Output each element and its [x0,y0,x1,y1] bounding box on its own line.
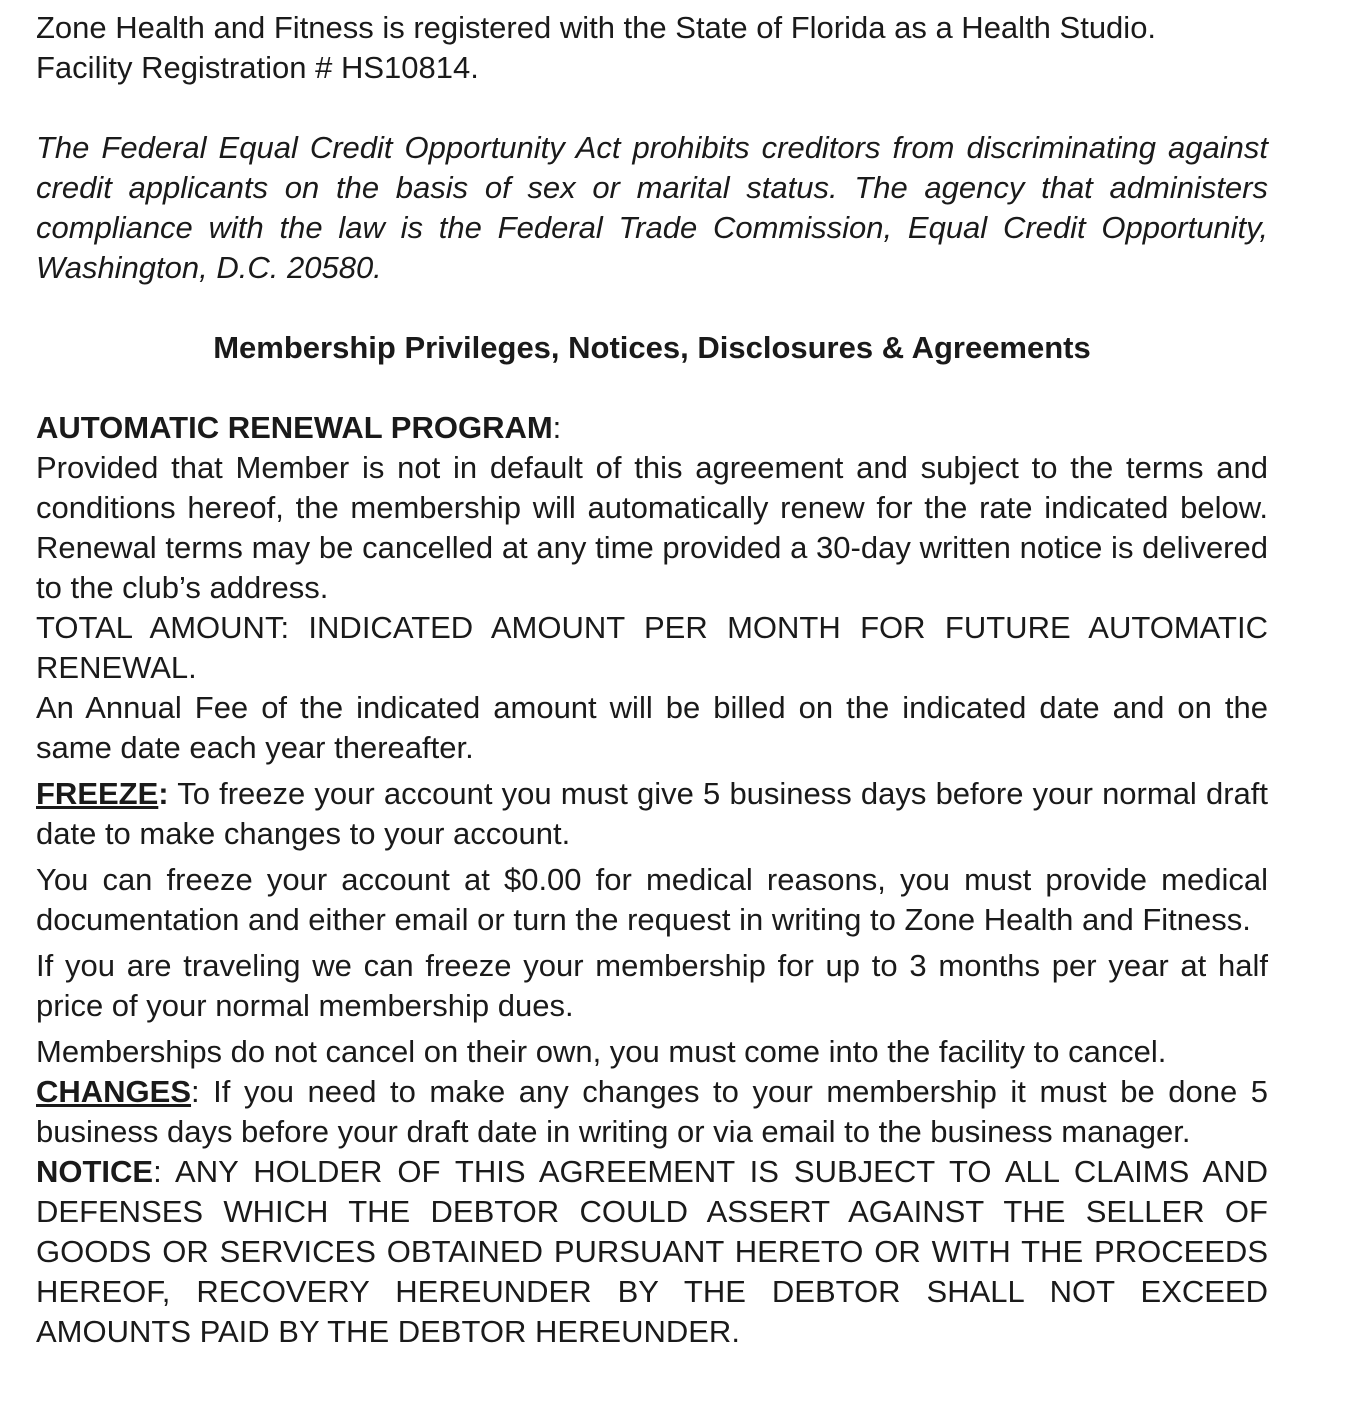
freeze-cancel: Memberships do not cancel on their own, you must come into the facility to cancel. [36,1034,1167,1069]
auto-renewal-heading-line [36,408,1268,448]
changes-heading: CHANGES [36,1074,192,1109]
notice-body: : ANY HOLDER OF THIS AGREEMENT IS SUBJECT TO ALL CLAIMS AND DEFENSES WHICH THE DEBTOR COULD ASSERT AGAINST THE SELLER OF GOODS OR SERVICES OBTAINED PURSUANT HERETO OR WITH THE PROCEEDS HEREOF, RECOVERY HEREUNDER BY THE DEBTOR SHALL NOT EXCEED AMOUNTS PAID BY THE DEBTOR HEREUNDER. [36,1154,1268,1349]
freeze-paragraph [36,774,1268,854]
annual-fee: An Annual Fee of the indicated amount will be billed on the indicated date and on the same date each year thereafter. [36,690,1268,765]
auto-renewal-body: Provided that Member is not in default of this agreement and subject to the terms and conditions hereof, the membership will automatically renew for the rate indicated below. Renewal terms may be cancelled at any time provided a 30-day written notice is delivered to the club’s address. [36,450,1268,605]
freeze-heading-suffix: : [158,776,169,811]
registration-paragraph [36,8,1268,88]
notice-heading: NOTICE [36,1154,154,1189]
ecoa-notice: The Federal Equal Credit Opportunity Act prohibits creditors from discriminating against credit applicants on the basis of sex or marital status. The agency that administers compliance with the law is the Federal Trade Commission, Equal Credit Opportunity, Washington, D.C. 20580. [36,130,1268,285]
freeze-medical: You can freeze your account at $0.00 for medical reasons, you must provide medical documentation and either email or turn the request in writing to Zone Health and Fitness. [36,862,1268,937]
changes-body: : If you need to make any changes to your membership it must be done 5 business days before your draft date in writing or via email to the business manager. [36,1074,1268,1149]
auto-renewal-heading: AUTOMATIC RENEWAL PROGRAM [36,410,553,445]
auto-renewal-heading-suffix: : [552,410,562,445]
document-page [36,8,1268,1352]
freeze-body: To freeze your account you must give 5 business days before your normal draft date to make changes to your account. [36,776,1268,851]
total-amount: TOTAL AMOUNT: INDICATED AMOUNT PER MONTH FOR FUTURE AUTOMATIC RENEWAL. [36,610,1268,685]
freeze-heading: FREEZE [36,776,159,811]
notice-paragraph [36,1152,1268,1352]
freeze-travel: If you are traveling we can freeze your membership for up to 3 months per year at half price of your normal membership dues. [36,948,1268,1023]
changes-paragraph [36,1072,1268,1152]
registration-line-2: Facility Registration # HS10814. [36,50,479,85]
registration-line-1: Zone Health and Fitness is registered with the State of Florida as a Health Studio. [36,10,1157,45]
section-title: Membership Privileges, Notices, Disclosures & Agreements [213,330,1091,365]
